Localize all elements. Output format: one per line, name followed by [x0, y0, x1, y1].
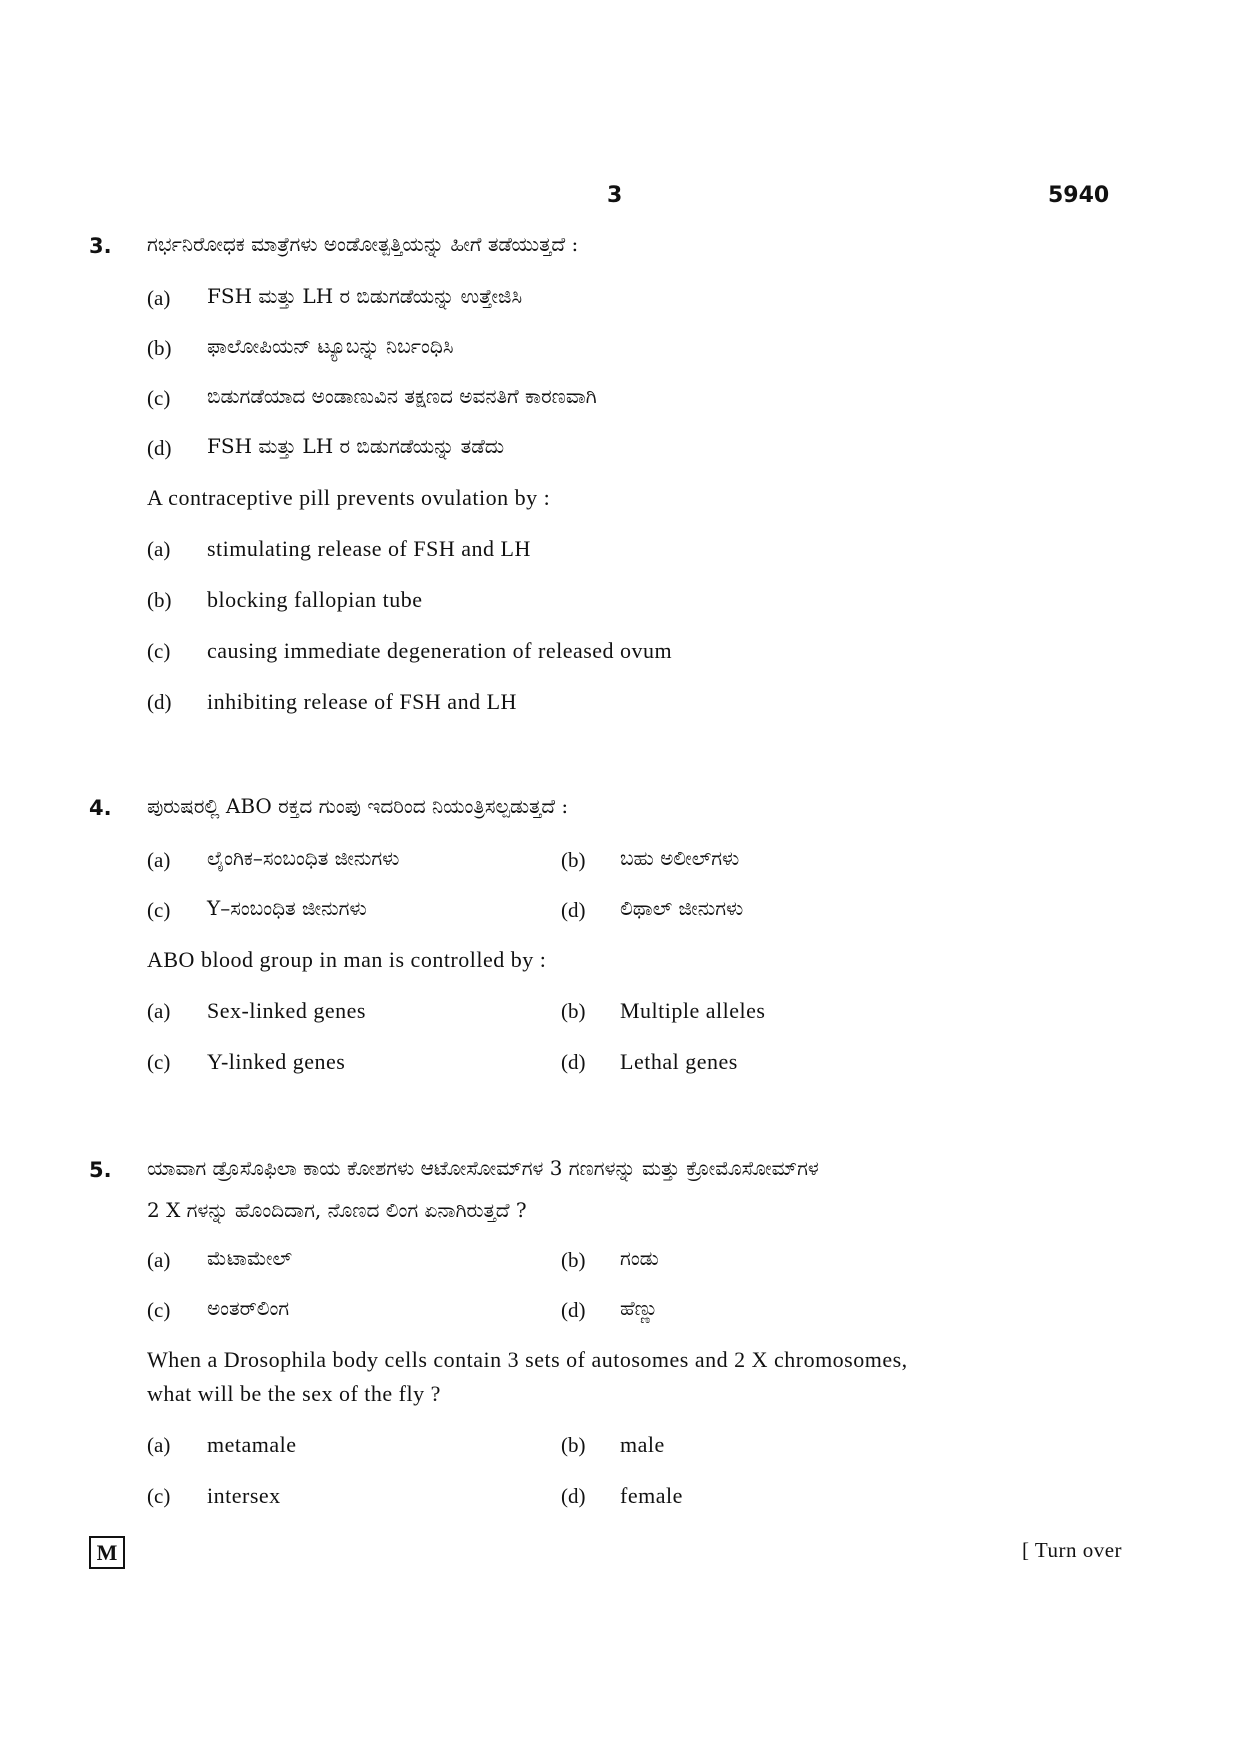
question-stem-kannada: ಯಾವಾಗ ಡ್ರೊಸೊಫಿಲಾ ಕಾಯ ಕೋಶಗಳು ಆಟೋಸೋಮ್‌ಗಳ 3 ಗಣಗಳನ್ನು ಮತ್ತು ಕ್ರೋಮೊಸೋಮ್‌ಗಳ: [147, 1156, 819, 1180]
question-number: 4.: [89, 796, 112, 820]
option-label: (c): [147, 386, 171, 410]
option-text-kannada: ಲಿಥಾಲ್ ಜೀನುಗಳು: [620, 896, 744, 920]
option-label: (c): [147, 898, 171, 922]
option-text-english: stimulating release of FSH and LH: [207, 536, 531, 561]
option-label: (b): [561, 848, 586, 872]
option-text-kannada: ಹೆಣ್ಣು: [620, 1296, 659, 1320]
option-label: (b): [561, 1248, 586, 1272]
option-label: (c): [147, 1050, 171, 1074]
option-text-english: causing immediate degeneration of released ovum: [207, 638, 673, 663]
question-number: 3.: [89, 234, 112, 258]
option-text-kannada: ಫಾಲೋಪಿಯನ್ ಟ್ಯೂಬನ್ನು ನಿರ್ಬಂಧಿಸಿ: [207, 334, 454, 358]
question-stem-english: When a Drosophila body cells contain 3 sets of autosomes and 2 X chromosomes,: [147, 1347, 908, 1372]
option-text-english: male: [620, 1432, 665, 1457]
question-stem-kannada: ಪುರುಷರಲ್ಲಿ ABO ರಕ್ತದ ಗುಂಪು ಇದರಿಂದ ನಿಯಂತ್ರಿಸಲ್ಪಡುತ್ತದೆ :: [147, 794, 569, 818]
page-number: 3: [607, 183, 623, 208]
option-text-kannada: ಬಿಡುಗಡೆಯಾದ ಅಂಡಾಣುವಿನ ತಕ್ಷಣದ ಅವನತಿಗೆ ಕಾರಣವಾಗಿ: [207, 384, 597, 408]
option-label: (c): [147, 639, 171, 663]
option-label: (b): [561, 1433, 586, 1457]
option-text-kannada: FSH ಮತ್ತು LH ರ ಬಿಡುಗಡೆಯನ್ನು ಉತ್ತೇಜಿಸಿ: [207, 284, 523, 308]
option-label: (a): [147, 848, 171, 872]
option-label: (d): [561, 898, 586, 922]
option-text-english: inhibiting release of FSH and LH: [207, 689, 517, 714]
option-label: (d): [561, 1298, 586, 1322]
paper-code: 5940: [1048, 183, 1110, 208]
option-label: (a): [147, 286, 171, 310]
option-text-english: metamale: [207, 1432, 297, 1457]
question-stem-english: A contraceptive pill prevents ovulation by :: [147, 485, 551, 510]
option-text-english: Y-linked genes: [207, 1049, 346, 1074]
turn-over-note: [ Turn over: [1022, 1538, 1123, 1562]
option-label: (c): [147, 1484, 171, 1508]
question-number: 5.: [89, 1158, 112, 1182]
option-label: (d): [147, 690, 172, 714]
option-text-english: Lethal genes: [620, 1049, 738, 1074]
option-label: (b): [147, 336, 172, 360]
option-text-kannada: ಮೆಟಾಮೇಲ್: [207, 1246, 292, 1270]
option-label: (c): [147, 1298, 171, 1322]
version-mark-box: M: [89, 1536, 125, 1569]
option-text-english: Multiple alleles: [620, 998, 766, 1023]
option-text-english: female: [620, 1483, 683, 1508]
option-text-english: intersex: [207, 1483, 281, 1508]
question-stem-kannada: 2 X ಗಳನ್ನು ಹೊಂದಿದಾಗ, ನೊಣದ ಲಿಂಗ ಏನಾಗಿರುತ್ತದೆ ?: [147, 1198, 527, 1222]
option-text-kannada: ಅಂತರ್‌ಲಿಂಗ: [207, 1296, 290, 1320]
option-label: (b): [147, 588, 172, 612]
question-stem-english: what will be the sex of the fly ?: [147, 1381, 441, 1406]
option-label: (a): [147, 537, 171, 561]
option-text-english: blocking fallopian tube: [207, 587, 423, 612]
option-text-kannada: ಗಂಡು: [620, 1246, 659, 1270]
option-label: (d): [561, 1484, 586, 1508]
option-text-english: Sex-linked genes: [207, 998, 366, 1023]
option-label: (d): [561, 1050, 586, 1074]
option-text-kannada: ಬಹು ಅಲೀಲ್‌ಗಳು: [620, 846, 740, 870]
option-text-kannada: FSH ಮತ್ತು LH ರ ಬಿಡುಗಡೆಯನ್ನು ತಡೆದು: [207, 434, 505, 458]
option-label: (a): [147, 1433, 171, 1457]
question-stem-english: ABO blood group in man is controlled by :: [147, 947, 547, 972]
option-label: (d): [147, 436, 172, 460]
option-text-kannada: Y–ಸಂಬಂಧಿತ ಜೀನುಗಳು: [207, 896, 367, 920]
option-label: (a): [147, 999, 171, 1023]
option-label: (a): [147, 1248, 171, 1272]
question-stem-kannada: ಗರ್ಭನಿರೋಧಕ ಮಾತ್ರೆಗಳು ಅಂಡೋತ್ಪತ್ತಿಯನ್ನು ಹೀಗೆ ತಡೆಯುತ್ತದೆ :: [147, 232, 579, 256]
option-label: (b): [561, 999, 586, 1023]
option-text-kannada: ಲೈಂಗಿಕ–ಸಂಬಂಧಿತ ಜೀನುಗಳು: [207, 846, 400, 870]
